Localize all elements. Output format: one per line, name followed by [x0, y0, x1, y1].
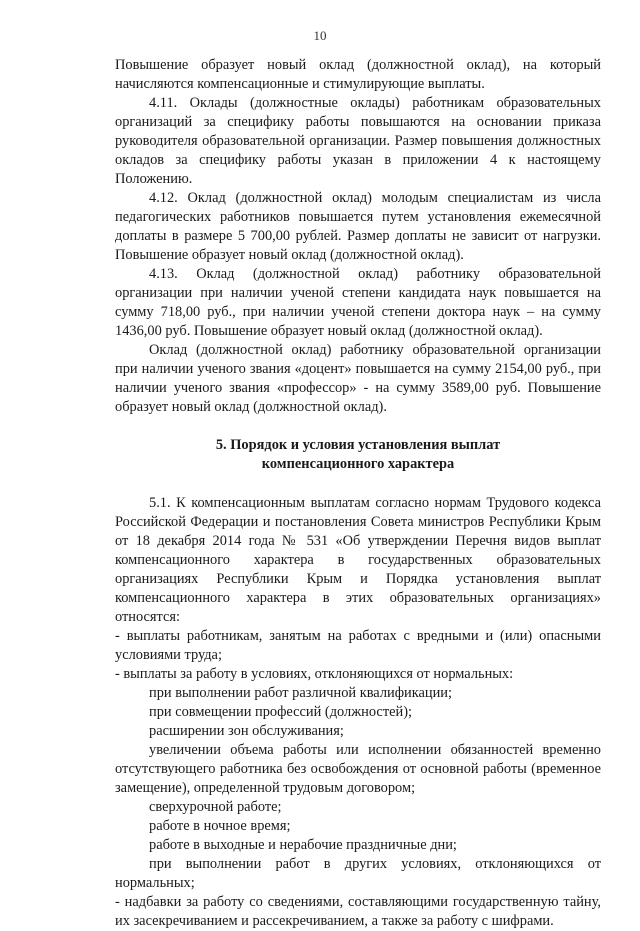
paragraph-academic-title: Оклад (должностной оклад) работнику образовательной организации при наличии ученого звания «доцент» повышается на сумму 2154,00 руб., при наличии ученого звания «профессор» - на сумму 3589,00 руб. Повышение образует новый оклад (должностной оклад). [115, 342, 601, 415]
list-item: сверхурочной работе; [149, 799, 282, 815]
list-item: расширении зон обслуживания; [149, 723, 344, 739]
list-item: при совмещении профессий (должностей); [149, 704, 412, 720]
list-item: работе в выходные и нерабочие праздничные дни; [149, 837, 457, 853]
document-body [115, 56, 601, 931]
paragraph-increase-note: Повышение образует новый оклад (должностной оклад), на который начисляются компенсационные и стимулирующие выплаты. [115, 57, 601, 92]
paragraph-4-12: 4.12. Оклад (должностной оклад) молодым специалистам из числа педагогических работников повышается путем установления ежемесячной доплаты в размере 5 700,00 рублей. Размер доплаты не зависит от нагрузки. Повышение образует новый оклад (должностной оклад). [115, 190, 601, 263]
page-number: 10 [313, 28, 327, 43]
paragraph-5-1: 5.1. К компенсационным выплатам согласно нормам Трудового кодекса Российской Федерации и постановления Совета министров Республики Крым от 18 декабря 2014 года № 531 «Об утверждении Перечня видов выплат компенсационного характера в государственных образовательных организациях Республики Крым и Порядка установления выплат компенсационного характера в этих образовательных организациях» относятся: [115, 495, 601, 625]
list-item: увеличении объема работы или исполнении обязанностей временно отсутствующего работника без освобождения от основной работы (временное замещение), определенной трудовым договором; [115, 742, 601, 796]
section-title-line-1: 5. Порядок и условия установления выплат [215, 437, 501, 453]
paragraph-4-13: 4.13. Оклад (должностной оклад) работнику образовательной организации при наличии ученой степени кандидата наук повышается на сумму 718,00 руб., при наличии ученой степени доктора наук – на сумму 1436,00 руб. Повышение образует новый оклад (должностной оклад). [115, 266, 601, 339]
section-title [115, 436, 601, 474]
list-item: - выплаты работникам, занятым на работах с вредными и (или) опасными условиями труда; [115, 628, 601, 663]
list-item: - надбавки за работу со сведениями, составляющими государственную тайну, их засекречиванием и рассекречиванием, а также за работу с шифрами. [115, 894, 601, 929]
list-item: работе в ночное время; [149, 818, 291, 834]
list-item: при выполнении работ различной квалификации; [149, 685, 452, 701]
paragraph-4-11: 4.11. Оклады (должностные оклады) работникам образовательных организаций за специфику работы повышаются на основании приказа руководителя образовательной организации. Размер повышения должностных окладов за специфику работы указан в приложении 4 к настоящему Положению. [115, 95, 601, 187]
list-item: - выплаты за работу в условиях, отклоняющихся от нормальных: [115, 666, 514, 682]
section-title-line-2: компенсационного характера [261, 456, 455, 472]
list-item: при выполнении работ в других условиях, отклоняющихся от нормальных; [115, 856, 601, 891]
